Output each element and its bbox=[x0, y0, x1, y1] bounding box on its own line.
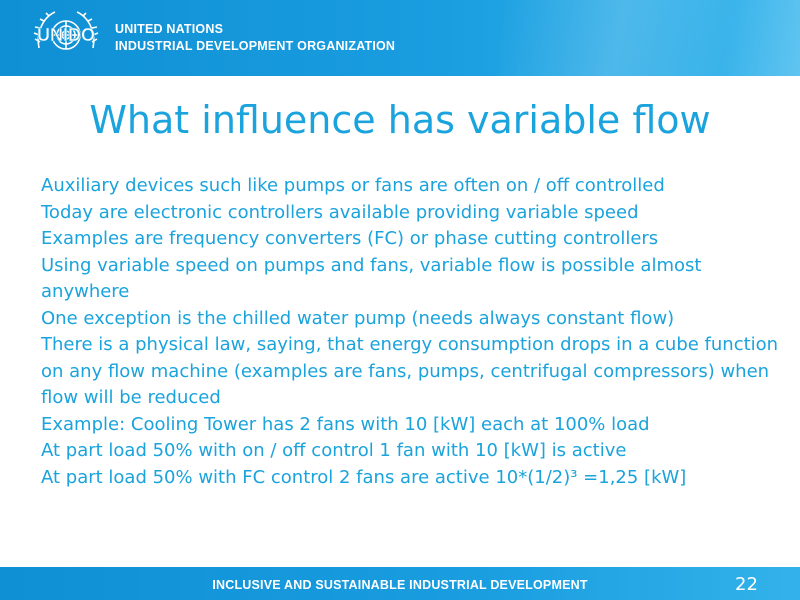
body-line: There is a physical law, saying, that energy consumption drops in a cube function on any flow machine (examples are fans, pumps, centrifugal compressors) when flow will be reduced bbox=[41, 334, 779, 408]
body-line: At part load 50% with on / off control 1 fan with 10 [kW] is active bbox=[41, 440, 627, 461]
header-bar bbox=[0, 0, 800, 76]
page-number: 22 bbox=[735, 574, 758, 595]
org-line-2: INDUSTRIAL DEVELOPMENT ORGANIZATION bbox=[115, 39, 396, 53]
footer-bar bbox=[0, 567, 800, 600]
unido-logo-icon bbox=[30, 8, 102, 68]
slide-body bbox=[41, 173, 781, 491]
header-light-streak bbox=[500, 0, 800, 76]
slide-title: What influence has variable flow bbox=[89, 98, 711, 142]
body-line: Auxiliary devices such like pumps or fans are often on / off controlled bbox=[41, 175, 665, 196]
footer-tagline: INCLUSIVE AND SUSTAINABLE INDUSTRIAL DEVELOPMENT bbox=[212, 578, 588, 592]
body-line: Today are electronic controllers available providing variable speed bbox=[41, 201, 639, 223]
org-line-1: UNITED NATIONS bbox=[115, 22, 224, 36]
body-line: One exception is the chilled water pump (needs always constant flow) bbox=[41, 307, 675, 329]
logo-text: UNIDO bbox=[37, 25, 95, 45]
body-line: Example: Cooling Tower has 2 fans with 10 [kW] each at 100% load bbox=[41, 413, 650, 435]
body-line: At part load 50% with FC control 2 fans are active 10*(1/2)³ =1,25 [kW] bbox=[41, 466, 687, 488]
body-line: Using variable speed on pumps and fans, variable flow is possible almost anywhere bbox=[41, 254, 702, 302]
body-line: Examples are frequency converters (FC) or phase cutting controllers bbox=[41, 228, 659, 249]
organization-name bbox=[115, 21, 395, 55]
